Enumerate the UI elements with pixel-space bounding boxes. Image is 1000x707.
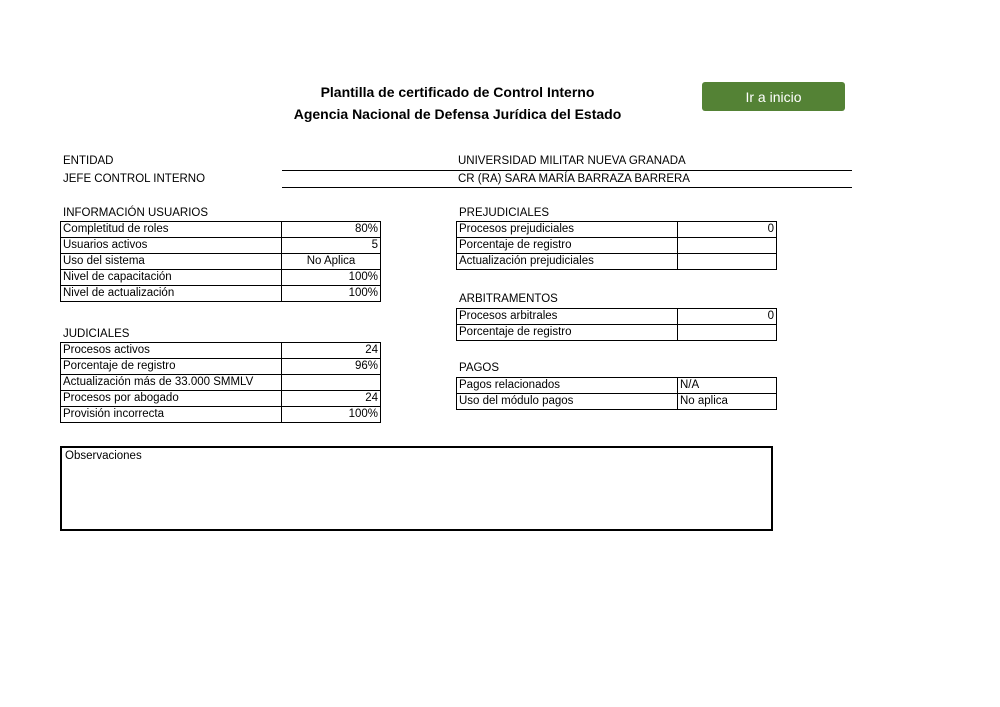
- table-row: [61, 286, 381, 302]
- row-value: N/A: [678, 378, 777, 394]
- row-label: Nivel de actualización: [61, 286, 282, 302]
- row-label: Procesos activos: [61, 343, 282, 359]
- row-label: Uso del sistema: [61, 254, 282, 270]
- row-value: [678, 325, 777, 341]
- entidad-label: ENTIDAD: [63, 155, 114, 167]
- row-value: [282, 375, 381, 391]
- row-label: Uso del módulo pagos: [457, 394, 678, 410]
- usuarios-section-title: INFORMACIÓN USUARIOS: [63, 207, 209, 219]
- observaciones-label: Observaciones: [65, 450, 142, 462]
- row-label: Porcentaje de registro: [61, 359, 282, 375]
- judiciales-section-title: JUDICIALES: [63, 328, 130, 340]
- arbitramentos-section-title: ARBITRAMENTOS: [459, 293, 558, 305]
- table-row: [61, 222, 381, 238]
- table-row: [61, 407, 381, 423]
- row-label: Usuarios activos: [61, 238, 282, 254]
- pagos-section-title: PAGOS: [459, 362, 500, 374]
- row-value: 80%: [282, 222, 381, 238]
- row-label: Completitud de roles: [61, 222, 282, 238]
- row-label: Porcentaje de registro: [457, 325, 678, 341]
- row-value: 100%: [282, 270, 381, 286]
- table-row: [457, 325, 777, 341]
- row-value: 100%: [282, 407, 381, 423]
- jefe-underline: [282, 187, 852, 188]
- table-row: [457, 394, 777, 410]
- page-title: Plantilla de certificado de Control Interno: [320, 84, 595, 100]
- row-label: Procesos prejudiciales: [457, 222, 678, 238]
- table-row: [457, 309, 777, 325]
- row-label: Porcentaje de registro: [457, 238, 678, 254]
- table-row: [61, 391, 381, 407]
- row-value: 100%: [282, 286, 381, 302]
- row-value: [678, 238, 777, 254]
- row-label: Pagos relacionados: [457, 378, 678, 394]
- row-label: Actualización prejudiciales: [457, 254, 678, 270]
- table-row: [61, 238, 381, 254]
- table-row: [457, 378, 777, 394]
- row-label: Provisión incorrecta: [61, 407, 282, 423]
- table-row: [61, 343, 381, 359]
- jefe-value: CR (RA) SARA MARÍA BARRAZA BARRERA: [458, 173, 690, 185]
- arbitramentos-table: [456, 308, 777, 341]
- row-value: [678, 254, 777, 270]
- row-value: 0: [678, 222, 777, 238]
- observaciones-box[interactable]: [60, 446, 773, 531]
- table-row: [457, 222, 777, 238]
- row-label: Actualización más de 33.000 SMMLV: [61, 375, 282, 391]
- table-row: [457, 238, 777, 254]
- row-value: 24: [282, 343, 381, 359]
- row-value: 0: [678, 309, 777, 325]
- row-value: 5: [282, 238, 381, 254]
- pagos-table: [456, 377, 777, 410]
- row-value: 96%: [282, 359, 381, 375]
- prejudiciales-section-title: PREJUDICIALES: [459, 207, 550, 219]
- judiciales-table: [60, 342, 381, 423]
- page-subtitle: Agencia Nacional de Defensa Jurídica del Estado: [293, 106, 622, 122]
- table-row: [457, 254, 777, 270]
- row-value: No aplica: [678, 394, 777, 410]
- table-row: [61, 359, 381, 375]
- table-row: [61, 270, 381, 286]
- home-button[interactable]: Ir a inicio: [702, 82, 845, 111]
- row-label: Procesos arbitrales: [457, 309, 678, 325]
- table-row: [61, 254, 381, 270]
- usuarios-table: [60, 221, 381, 302]
- row-value: 24: [282, 391, 381, 407]
- table-row: [61, 375, 381, 391]
- row-label: Procesos por abogado: [61, 391, 282, 407]
- prejudiciales-table: [456, 221, 777, 270]
- entidad-value: UNIVERSIDAD MILITAR NUEVA GRANADA: [458, 155, 686, 167]
- row-value: No Aplica: [282, 254, 381, 270]
- row-label: Nivel de capacitación: [61, 270, 282, 286]
- jefe-label: JEFE CONTROL INTERNO: [63, 173, 206, 185]
